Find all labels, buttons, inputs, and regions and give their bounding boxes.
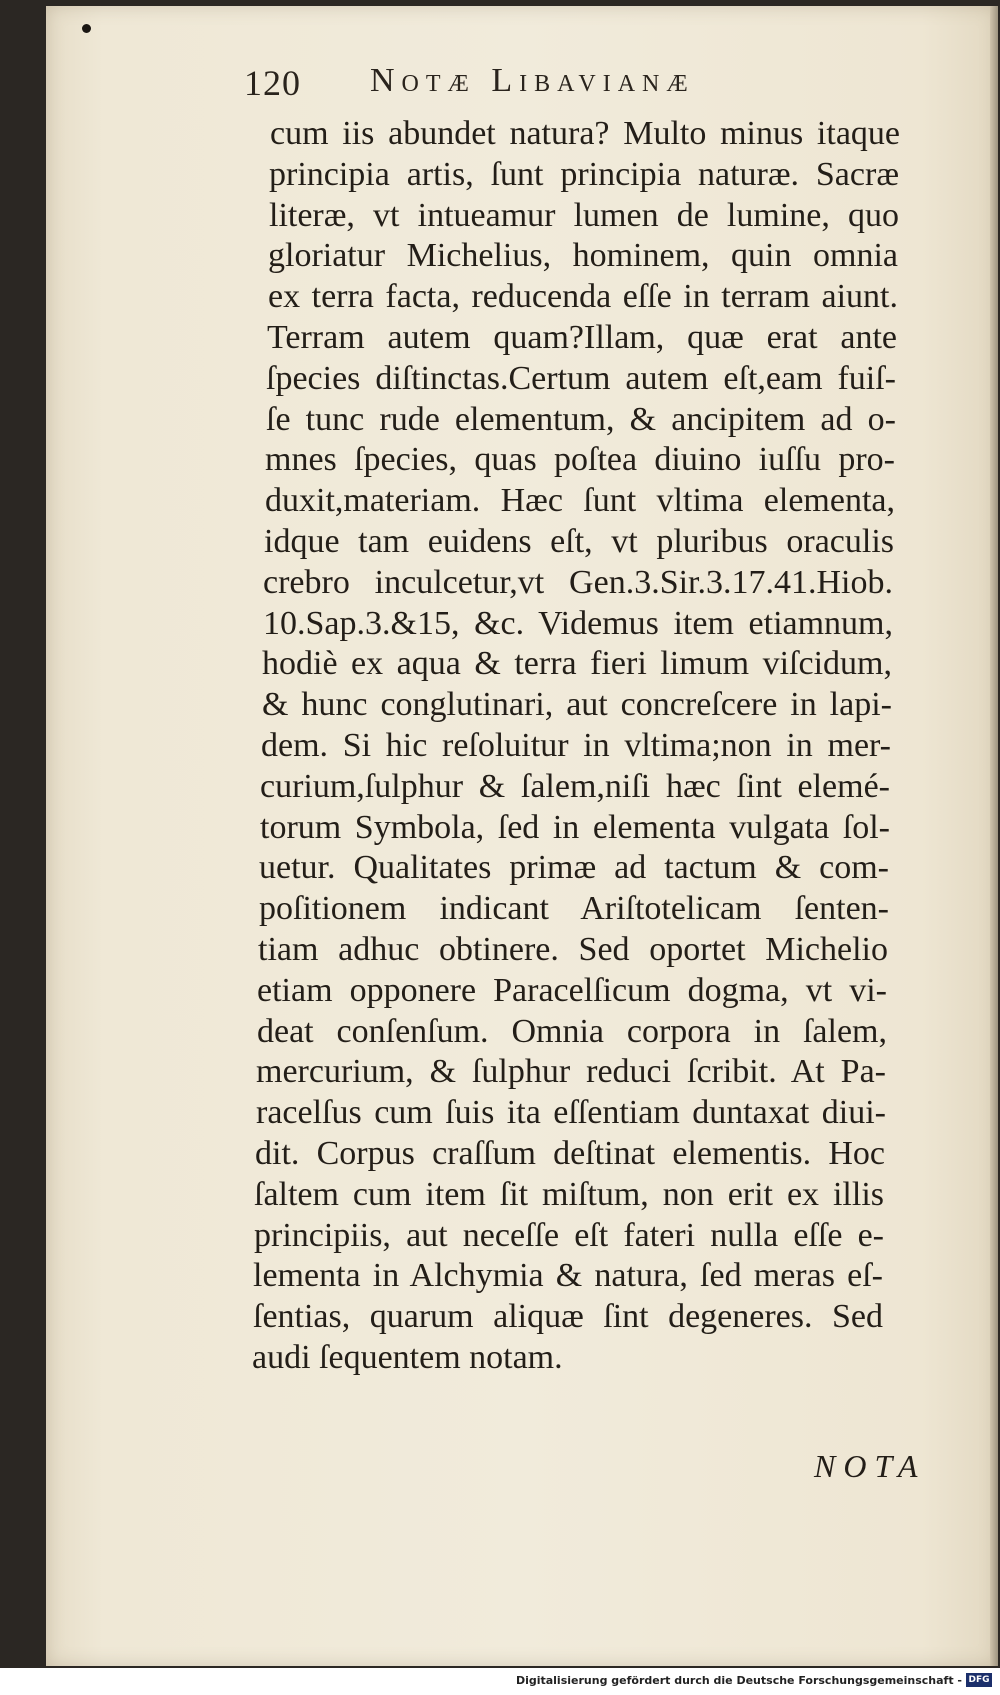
text-line: etiam opponere Paracelſicum dogma, vt vi- xyxy=(257,971,887,1009)
text-line: deat conſenſum. Omnia corpora in ſalem, xyxy=(257,1012,887,1050)
digitization-credit: Digitalisierung gefördert durch die Deutsche Forschungsgemeinschaft - xyxy=(515,1674,962,1687)
text-line: ſe tunc rude elementum, & ancipitem ad o- xyxy=(266,400,896,438)
text-line: audi ſequentem notam. xyxy=(252,1338,563,1376)
text-line: dem. Si hic reſoluitur in vltima;non in mer- xyxy=(261,726,891,764)
text-line: principia artis, ſunt principia naturæ. Sacræ xyxy=(269,155,899,193)
text-line: Terram autem quam?Illam, quæ erat ante xyxy=(267,318,897,356)
ink-spot xyxy=(82,24,91,33)
text-line: uetur. Qualitates primæ ad tactum & com- xyxy=(259,849,889,887)
text-line: tiam adhuc obtinere. Sed oportet Michelio xyxy=(258,930,888,968)
page-header xyxy=(244,62,884,112)
page-number: 120 xyxy=(244,63,301,103)
body-text xyxy=(252,114,970,1379)
text-line: ex terra facta, reducenda eſſe in terram aiunt. xyxy=(268,278,898,316)
text-line: principiis, aut neceſſe eſt fateri nulla eſſe e- xyxy=(254,1216,884,1254)
text-line: dit. Corpus craſſum deſtinat elementis. Hoc xyxy=(255,1134,885,1172)
text-line: literæ, vt intueamur lumen de lumine, quo xyxy=(269,196,899,234)
text-line: idque tam euidens eſt, vt pluribus oraculis xyxy=(264,522,894,560)
running-title: Notæ Libavianæ xyxy=(370,62,695,99)
text-line: ſaltem cum item ſit miſtum, non erit ex illis xyxy=(254,1175,884,1213)
text-line: cum iis abundet natura? Multo minus itaque xyxy=(270,115,900,152)
text-line: & hunc conglutinari, aut concreſcere in lapi- xyxy=(262,686,892,724)
text-line: duxit,materiam. Hæc ſunt vltima elementa, xyxy=(265,482,895,520)
text-line: crebro inculcetur,vt Gen.3.Sir.3.17.41.Hiob. xyxy=(263,563,893,601)
page-edge xyxy=(990,6,998,1666)
text-line: poſitionem indicant Ariſtotelicam ſenten- xyxy=(259,890,889,928)
text-line: 10.Sap.3.&15, &c. Videmus item etiamnum, xyxy=(263,604,893,642)
text-line: gloriatur Michelius, hominem, quin omnia xyxy=(268,237,898,275)
text-line: ſentias, quarum aliquæ ſint degeneres. Sed xyxy=(253,1298,883,1336)
text-line: curium,ſulphur & ſalem,niſi hæc ſint elemé- xyxy=(260,767,890,805)
text-line: lementa in Alchymia & natura, ſed meras eſ- xyxy=(253,1257,883,1295)
catchword: NOTA xyxy=(814,1448,926,1484)
text-line: mnes ſpecies, quas poſtea diuino iuſſu pro- xyxy=(265,441,895,479)
text-line: torum Symbola, ſed in elementa vulgata ſol- xyxy=(260,808,890,846)
text-line: hodiè ex aqua & terra fieri limum viſcidum, xyxy=(262,645,892,683)
text-line: mercurium, & ſulphur reduci ſcribit. At Pa- xyxy=(256,1053,886,1091)
text-line: racelſus cum ſuis ita eſſentiam duntaxat diui- xyxy=(256,1094,886,1132)
footer xyxy=(0,1668,1000,1695)
dfg-logo: DFG xyxy=(966,1673,992,1687)
text-line: ſpecies diſtinctas.Certum autem eſt,eam fuiſ- xyxy=(266,359,896,397)
